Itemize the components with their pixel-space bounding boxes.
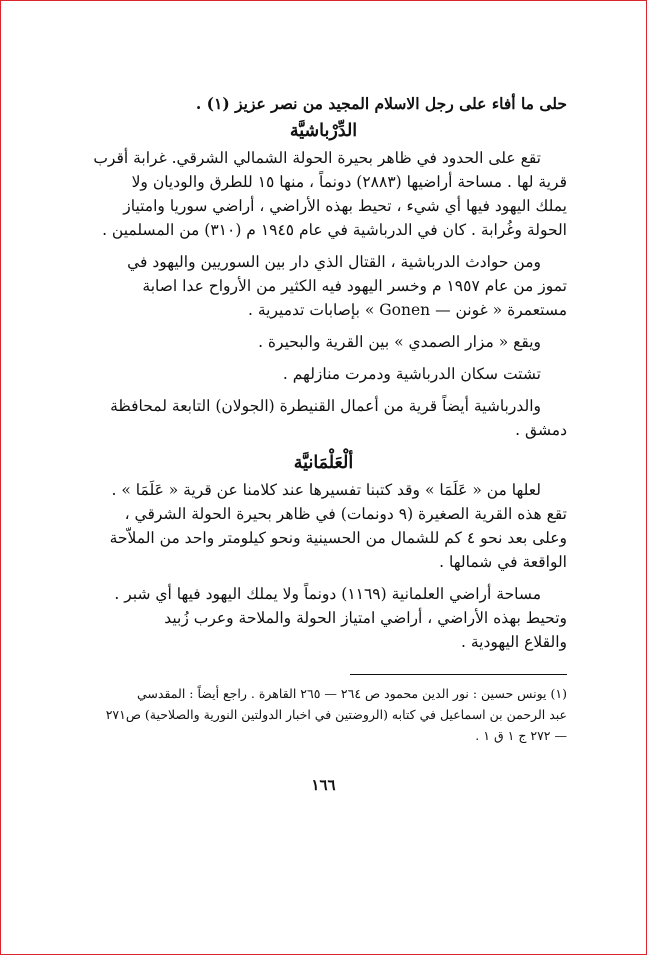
text-line: تشتت سكان الدرباشية ودمرت منازلهم . bbox=[282, 365, 541, 383]
intro-line: حلى ما أفاء على رجل الاسلام المجيد من نصر عزيز (١) . bbox=[195, 94, 567, 113]
text-line: مساحة أراضي العلمانية (١١٦٩) دونماً ولا يملك اليهود فيها أي شبر . bbox=[114, 585, 541, 603]
footnote-line: (١) يونس حسين : نور الدين محمود ص ٢٦٤ — ٢٦٥ القاهرة . راجع أيضاً : المقدسي bbox=[137, 686, 567, 701]
paragraph bbox=[80, 362, 567, 386]
text-line: تقع هذه القرية الصغيرة (٩ دونمات) في ظاهر بحيرة الحولة الشرقي ، bbox=[124, 505, 567, 523]
footnote-line: عبد الرحمن بن اسماعيل في كتابه (الروضتين في اخبار الدولتين النورية والصلاحية) ص٢٧١ bbox=[105, 707, 567, 722]
text-line: دمشق . bbox=[515, 421, 567, 439]
page-number: ١٦٦ bbox=[311, 776, 336, 794]
text-line: يملك اليهود فيها أي شيء ، تحيط بهذه الأراضي ، أراضي سوريا وامتياز bbox=[123, 197, 567, 215]
section-heading-darbashiyya: الدِّرْباشيَّة bbox=[289, 121, 358, 141]
footnote bbox=[80, 683, 567, 746]
text-line: قرية لها . مساحة أراضيها (٢٨٨٣) دونماً ، منها ١٥ للطرق والوديان ولا bbox=[131, 173, 567, 191]
text-line: مستعمرة « غونن — Gonen » بإصابات تدميرية . bbox=[248, 301, 567, 319]
text-line: والقلاع اليهودية . bbox=[460, 633, 567, 651]
book-page bbox=[80, 92, 567, 794]
text-line: الحولة وغُرابة . كان في الدرباشية في عام ١٩٤٥ م (٣١٠) من المسلمين . bbox=[102, 221, 567, 239]
paragraph bbox=[80, 582, 567, 654]
text-line: تموز من عام ١٩٥٧ م وخسر اليهود فيه الكثير من الأرواح عدا اصابة bbox=[142, 277, 567, 295]
paragraph bbox=[80, 478, 567, 574]
text-line: ويقع « مزار الصمدي » بين القرية والبحيرة . bbox=[258, 333, 541, 351]
text-line: والدرباشية أيضاً قرية من أعمال القنيطرة (الجولان) التابعة لمحافظة bbox=[110, 397, 541, 415]
paragraph bbox=[80, 146, 567, 242]
text-line: تقع على الحدود في ظاهر بحيرة الحولة الشمالي الشرقي. غرابة أقرب bbox=[93, 149, 541, 167]
text-line: لعلها من « عَلَمَا » وقد كتبنا تفسيرها عند كلامنا عن قرية « عَلَمَا » . bbox=[111, 481, 541, 499]
paragraph bbox=[80, 250, 567, 322]
text-line: وعلى بعد نحو ٤ كم للشمال من الحسينية ونحو كيلومتر واحد من الملاّحة bbox=[109, 529, 567, 547]
footnote-divider bbox=[350, 674, 567, 675]
text-line: وتحيط بهذه الأراضي ، أراضي امتياز الحولة والملاحة وعرب زُبيد bbox=[164, 609, 567, 627]
footnote-line: — ٢٧٢ ج ١ ق ١ . bbox=[475, 728, 567, 743]
section-heading-almaniyya: ألْعَلْمَانيَّة bbox=[293, 453, 354, 473]
paragraph bbox=[80, 330, 567, 354]
paragraph bbox=[80, 394, 567, 442]
text-line: الواقعة في شمالها . bbox=[439, 553, 567, 571]
text-line: ومن حوادث الدرباشية ، القتال الذي دار بين السوريين واليهود في bbox=[127, 253, 541, 271]
